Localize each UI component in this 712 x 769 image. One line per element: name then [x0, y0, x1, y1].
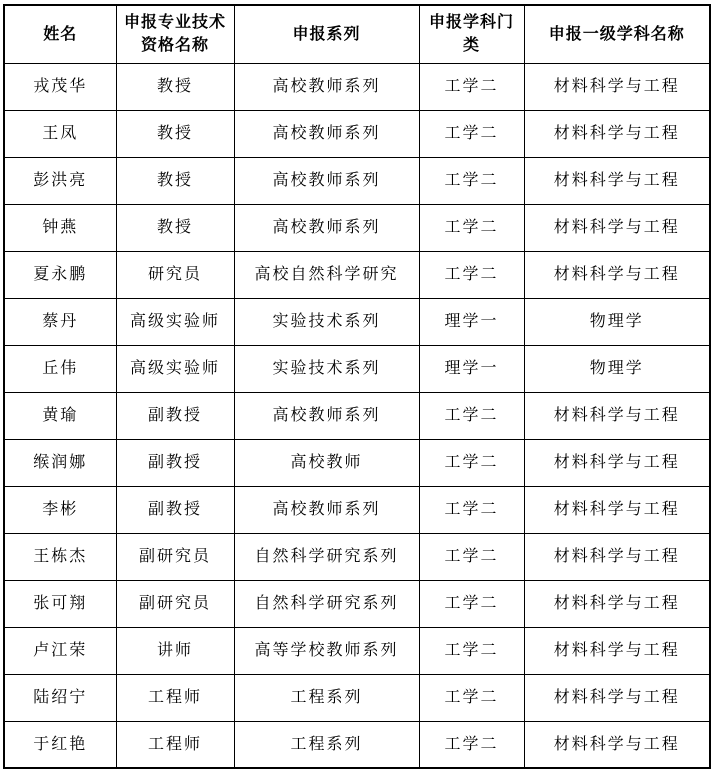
column-header: 申报一级学科名称	[524, 5, 710, 63]
table-cell: 蔡丹	[4, 298, 116, 345]
table-cell: 材料科学与工程	[524, 63, 710, 110]
table-cell: 戎茂华	[4, 63, 116, 110]
table-cell: 材料科学与工程	[524, 674, 710, 721]
table-cell: 物理学	[524, 298, 710, 345]
table-row	[4, 486, 710, 533]
table-cell: 讲师	[116, 627, 234, 674]
table-cell: 高等学校教师系列	[234, 627, 419, 674]
table-cell: 高校教师	[234, 439, 419, 486]
applicants-table	[3, 4, 711, 769]
table-cell: 工程师	[116, 721, 234, 768]
table-cell: 钟燕	[4, 204, 116, 251]
table-cell: 王栋杰	[4, 533, 116, 580]
table-row	[4, 674, 710, 721]
table-row	[4, 251, 710, 298]
table-cell: 工程系列	[234, 674, 419, 721]
table-cell: 物理学	[524, 345, 710, 392]
table-cell: 工学二	[419, 157, 524, 204]
table-row	[4, 345, 710, 392]
table-cell: 丘伟	[4, 345, 116, 392]
header-row	[4, 5, 710, 63]
table-cell: 缑润娜	[4, 439, 116, 486]
table-cell: 教授	[116, 157, 234, 204]
table-cell: 高级实验师	[116, 298, 234, 345]
table-cell: 材料科学与工程	[524, 392, 710, 439]
table-cell: 工学二	[419, 580, 524, 627]
table-cell: 自然科学研究系列	[234, 580, 419, 627]
table-cell: 彭洪亮	[4, 157, 116, 204]
table-cell: 工学二	[419, 674, 524, 721]
table-cell: 高校教师系列	[234, 392, 419, 439]
table-row	[4, 533, 710, 580]
table-cell: 高校教师系列	[234, 63, 419, 110]
applicants-table-container	[3, 4, 711, 769]
table-cell: 工学二	[419, 251, 524, 298]
table-cell: 卢江荣	[4, 627, 116, 674]
table-cell: 研究员	[116, 251, 234, 298]
table-cell: 王凤	[4, 110, 116, 157]
table-cell: 材料科学与工程	[524, 110, 710, 157]
table-cell: 工学二	[419, 486, 524, 533]
table-cell: 理学一	[419, 298, 524, 345]
table-cell: 工程系列	[234, 721, 419, 768]
table-cell: 高校教师系列	[234, 486, 419, 533]
table-cell: 实验技术系列	[234, 298, 419, 345]
table-cell: 副研究员	[116, 580, 234, 627]
table-cell: 材料科学与工程	[524, 439, 710, 486]
table-cell: 张可翔	[4, 580, 116, 627]
table-cell: 高校自然科学研究	[234, 251, 419, 298]
table-cell: 于红艳	[4, 721, 116, 768]
table-cell: 工学二	[419, 439, 524, 486]
table-cell: 陆绍宁	[4, 674, 116, 721]
table-body	[4, 63, 710, 768]
table-cell: 工学二	[419, 627, 524, 674]
table-cell: 材料科学与工程	[524, 721, 710, 768]
table-cell: 材料科学与工程	[524, 486, 710, 533]
table-cell: 工程师	[116, 674, 234, 721]
table-cell: 副教授	[116, 392, 234, 439]
table-cell: 副研究员	[116, 533, 234, 580]
table-row	[4, 392, 710, 439]
table-cell: 材料科学与工程	[524, 251, 710, 298]
table-header	[4, 5, 710, 63]
table-cell: 高校教师系列	[234, 204, 419, 251]
table-row	[4, 721, 710, 768]
table-cell: 工学二	[419, 392, 524, 439]
table-cell: 夏永鹏	[4, 251, 116, 298]
column-header: 申报专业技术资格名称	[116, 5, 234, 63]
table-cell: 材料科学与工程	[524, 204, 710, 251]
table-cell: 教授	[116, 63, 234, 110]
table-row	[4, 580, 710, 627]
column-header: 姓名	[4, 5, 116, 63]
table-cell: 工学二	[419, 204, 524, 251]
table-cell: 材料科学与工程	[524, 533, 710, 580]
table-cell: 实验技术系列	[234, 345, 419, 392]
table-cell: 副教授	[116, 439, 234, 486]
table-cell: 工学二	[419, 721, 524, 768]
table-row	[4, 298, 710, 345]
column-header: 申报学科门类	[419, 5, 524, 63]
table-cell: 理学一	[419, 345, 524, 392]
table-row	[4, 157, 710, 204]
table-cell: 材料科学与工程	[524, 580, 710, 627]
table-cell: 高校教师系列	[234, 110, 419, 157]
table-row	[4, 110, 710, 157]
table-cell: 材料科学与工程	[524, 627, 710, 674]
table-row	[4, 63, 710, 110]
table-cell: 高级实验师	[116, 345, 234, 392]
table-cell: 黄瑜	[4, 392, 116, 439]
table-cell: 副教授	[116, 486, 234, 533]
table-cell: 工学二	[419, 63, 524, 110]
table-cell: 教授	[116, 204, 234, 251]
table-cell: 李彬	[4, 486, 116, 533]
table-cell: 自然科学研究系列	[234, 533, 419, 580]
table-cell: 工学二	[419, 533, 524, 580]
table-row	[4, 439, 710, 486]
table-row	[4, 204, 710, 251]
table-cell: 教授	[116, 110, 234, 157]
table-row	[4, 627, 710, 674]
table-cell: 材料科学与工程	[524, 157, 710, 204]
column-header: 申报系列	[234, 5, 419, 63]
table-cell: 高校教师系列	[234, 157, 419, 204]
table-cell: 工学二	[419, 110, 524, 157]
